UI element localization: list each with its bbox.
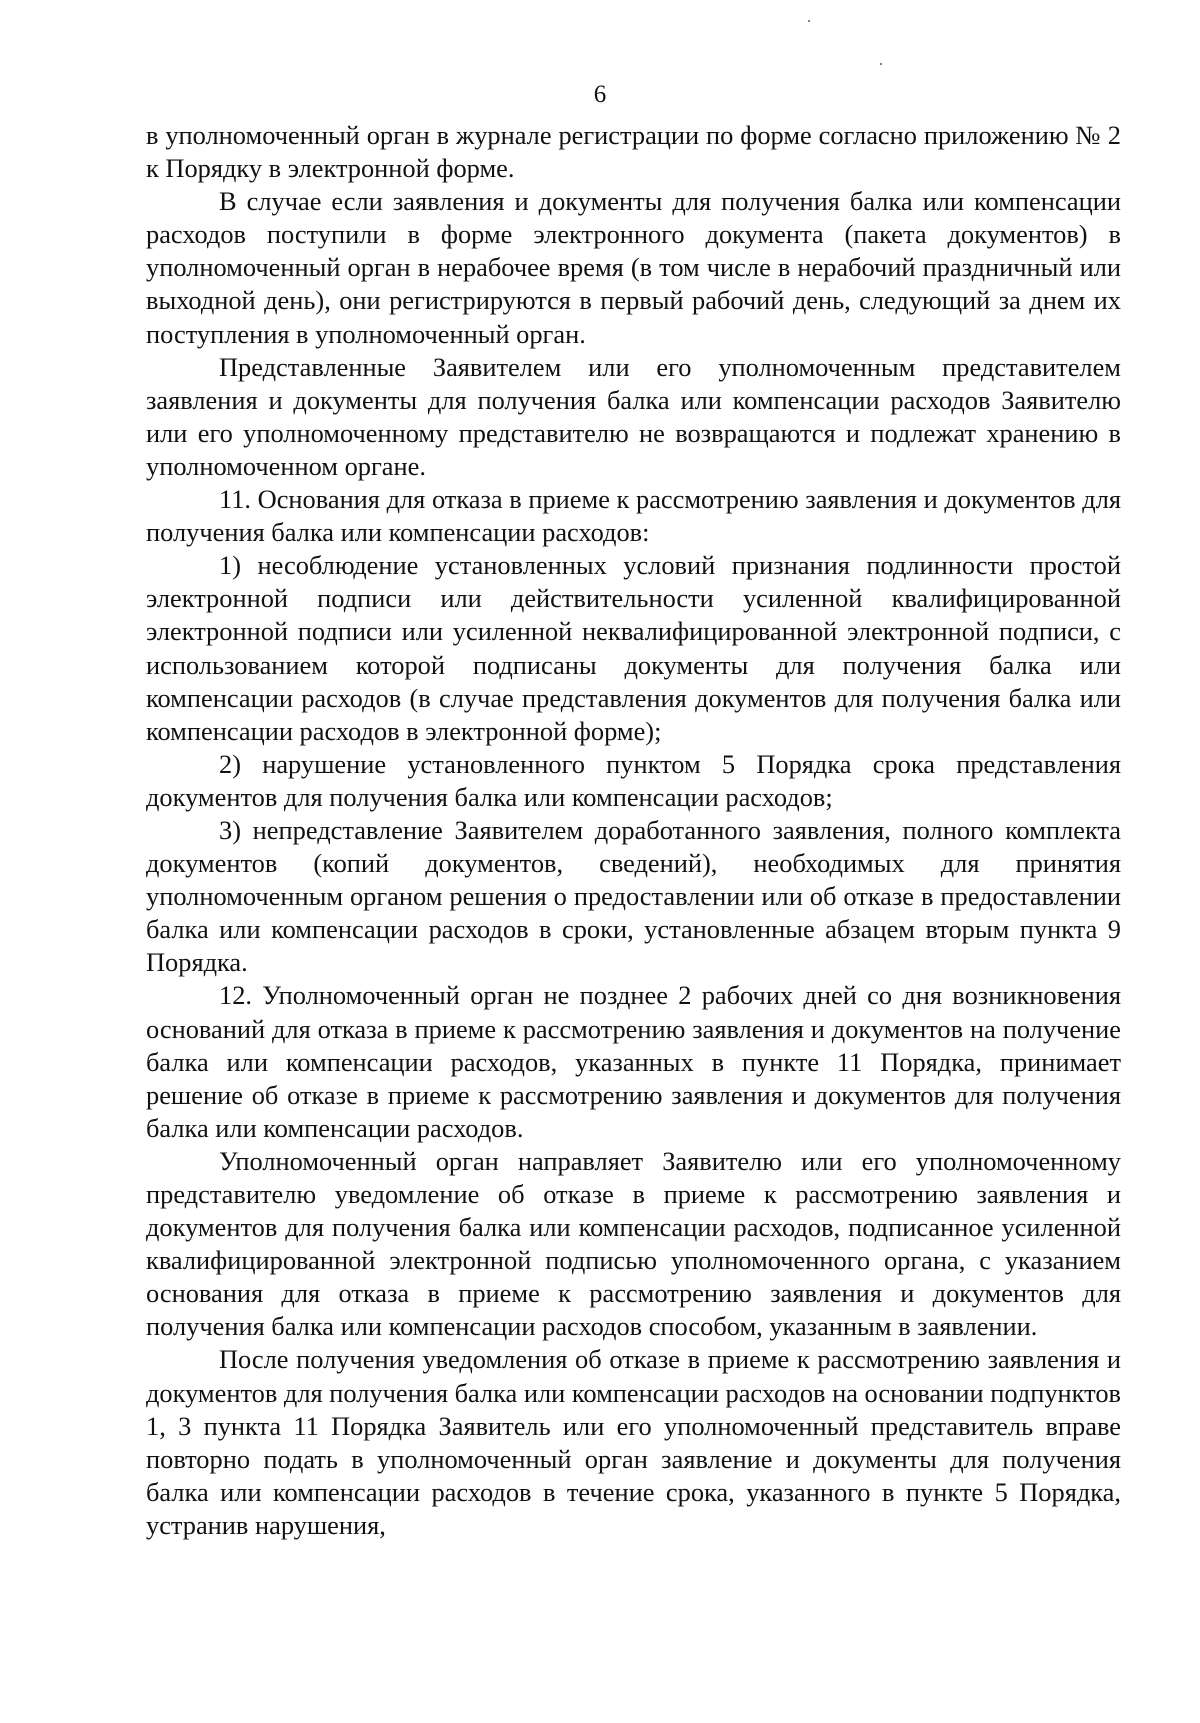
scan-speck (880, 63, 882, 65)
paragraph: 2) нарушение установленного пунктом 5 Порядка срока представления документов для получения балка или компенсации расходов; (146, 748, 1121, 812)
paragraph: 1) несоблюдение установленных условий признания подлинности простой электронной подписи или действительности усиленной квалифицированной электронной подписи или усиленной неквалифицированной электронной подписи, с использованием которой подписаны документы для получения балка или компенсации расходов (в случае представления документов для получения балка или компенсации расходов в электронной форме); (146, 550, 1121, 746)
paragraph: 3) непредставление Заявителем доработанного заявления, полного комплекта документов (копий документов, сведений), необходимых для принятия уполномоченным органом решения о предоставлении или об отказе в предоставлении балка или компенсации расходов в сроки, установленные абзацем вторым пункта 9 Порядка. (146, 814, 1121, 978)
document-body (146, 119, 1121, 1542)
page-number: 6 (593, 81, 607, 108)
paragraph: Представленные Заявителем или его уполномоченным представителем заявления и документы для получения балка или компенсации расходов Заявителю или его уполномоченному представителю не возвращаются и подлежат хранению в уполномоченном органе. (146, 351, 1121, 481)
paragraph: После получения уведомления об отказе в приеме к рассмотрению заявления и документов для получения балка или компенсации расходов на основании подпунктов 1, 3 пункта 11 Порядка Заявитель или его уполномоченный представитель вправе повторно подать в уполномоченный орган заявление и документы для получения балка или компенсации расходов в течение срока, указанного в пункте 5 Порядка, устранив нарушения, (146, 1344, 1121, 1540)
paragraph: в уполномоченный орган в журнале регистрации по форме согласно приложению № 2 к Порядку в электронной форме. (146, 120, 1121, 184)
scan-speck (808, 20, 810, 22)
paragraph: 12. Уполномоченный орган не позднее 2 рабочих дней со дня возникновения оснований для отказа в приеме к рассмотрению заявления и документов на получение балка или компенсации расходов, указанных в пункте 11 Порядка, принимает решение об отказе в приеме к рассмотрению заявления и документов для получения балка или компенсации расходов. (146, 980, 1121, 1143)
paragraph: В случае если заявления и документы для получения балка или компенсации расходов поступили в форме электронного документа (пакета документов) в уполномоченный орган в нерабочее время (в том числе в нерабочий праздничный или выходной день), они регистрируются в первый рабочий день, следующий за днем их поступления в уполномоченный орган. (146, 186, 1121, 349)
paragraph: 11. Основания для отказа в приеме к рассмотрению заявления и документов для получения балка или компенсации расходов: (146, 484, 1121, 548)
paragraph: Уполномоченный орган направляет Заявителю или его уполномоченному представителю уведомление об отказе в приеме к рассмотрению заявления и документов для получения балка или компенсации расходов, подписанное усиленной квалифицированной электронной подписью уполномоченного органа, с указанием основания для отказа в приеме к рассмотрению заявления и документов для получения балка или компенсации расходов способом, указанным в заявлении. (146, 1145, 1121, 1342)
